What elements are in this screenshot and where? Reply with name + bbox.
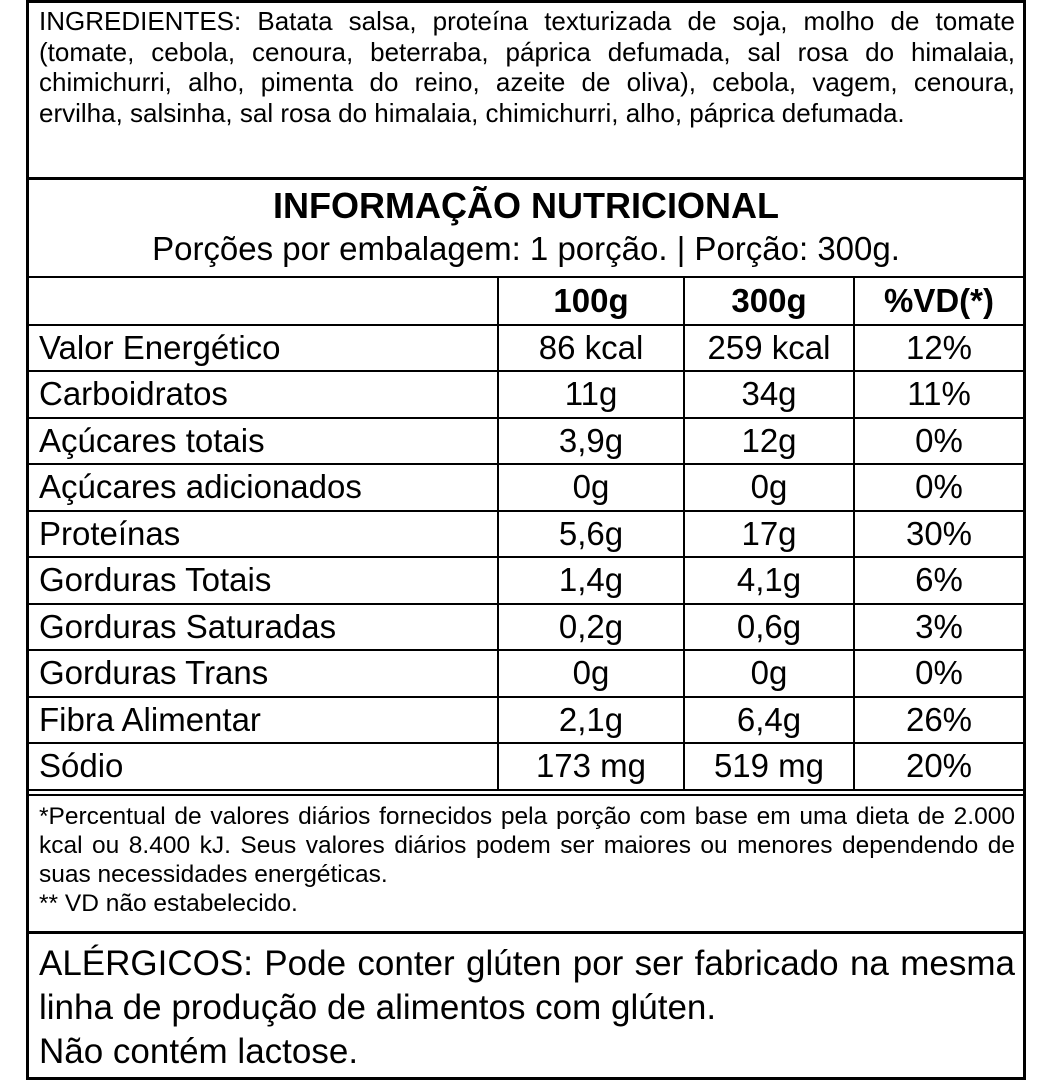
value-300g: 6,4g — [684, 697, 854, 744]
value-100g: 2,1g — [498, 697, 684, 744]
value-100g: 86 kcal — [498, 325, 684, 372]
value-300g: 0g — [684, 464, 854, 511]
nutrient-name: Fibra Alimentar — [29, 697, 498, 744]
table-row — [29, 743, 1023, 790]
allergens-gluten-warning: ALÉRGICOS: Pode conter glúten por ser fabricado na mesma linha de produção de alimentos com glúten. — [39, 944, 1015, 1027]
value-vd: 12% — [854, 325, 1023, 372]
value-vd: 0% — [854, 418, 1023, 465]
value-100g: 173 mg — [498, 743, 684, 790]
value-vd: 11% — [854, 371, 1023, 418]
value-300g: 0,6g — [684, 604, 854, 651]
value-300g: 34g — [684, 371, 854, 418]
footnote-vd-not-established: ** VD não estabelecido. — [39, 890, 298, 917]
value-300g: 4,1g — [684, 557, 854, 604]
allergens-lactose-info: Não contém lactose. — [39, 1032, 359, 1071]
table-header-row — [29, 278, 1023, 325]
nutrient-name: Gorduras Trans — [29, 650, 498, 697]
nutrient-name: Carboidratos — [29, 371, 498, 418]
nutrient-name: Gorduras Totais — [29, 557, 498, 604]
table-row — [29, 371, 1023, 418]
value-vd: 0% — [854, 650, 1023, 697]
value-100g: 0,2g — [498, 604, 684, 651]
value-vd: 30% — [854, 511, 1023, 558]
nutrient-name: Valor Energético — [29, 325, 498, 372]
footnote-section — [29, 794, 1023, 934]
value-100g: 0g — [498, 650, 684, 697]
nutrient-name: Açúcares totais — [29, 418, 498, 465]
column-header-100g: 100g — [498, 278, 684, 325]
value-vd: 20% — [854, 743, 1023, 790]
footnote-daily-values: *Percentual de valores diários fornecidos pela porção com base em uma dieta de 2.000 kcal ou 8.400 kJ. Seus valores diários podem ser maiores ou menores dependendo de suas necessidades energéticas. — [39, 803, 1015, 888]
ingredients-section — [29, 0, 1023, 180]
nutrition-label — [26, 0, 1026, 1080]
nutrition-header — [29, 180, 1023, 278]
portion-info: Porções por embalagem: 1 porção. | Porção: 300g. — [152, 230, 900, 267]
allergens-section — [29, 934, 1023, 1080]
value-300g: 0g — [684, 650, 854, 697]
nutrient-name: Proteínas — [29, 511, 498, 558]
table-row — [29, 418, 1023, 465]
value-vd: 0% — [854, 464, 1023, 511]
table-row — [29, 511, 1023, 558]
nutrition-title: INFORMAÇÃO NUTRICIONAL — [273, 185, 779, 226]
value-vd: 26% — [854, 697, 1023, 744]
value-100g: 5,6g — [498, 511, 684, 558]
value-vd: 3% — [854, 604, 1023, 651]
table-row — [29, 557, 1023, 604]
table-row — [29, 650, 1023, 697]
value-100g: 11g — [498, 371, 684, 418]
nutrient-name: Sódio — [29, 743, 498, 790]
ingredients-text: Batata salsa, proteína texturizada de soja, molho de tomate (tomate, cebola, cenoura, beterraba, páprica defumada, sal rosa do himalaia, chimichurri, alho, pimenta do reino, azeite de oliva), cebola, vagem, cenoura, ervilha, salsinha, sal rosa do himalaia, chimichurri, alho, páprica defumada. — [39, 6, 1015, 128]
value-300g: 12g — [684, 418, 854, 465]
value-300g: 17g — [684, 511, 854, 558]
nutrition-table — [29, 278, 1023, 791]
table-row — [29, 325, 1023, 372]
column-header-300g: 300g — [684, 278, 854, 325]
value-300g: 519 mg — [684, 743, 854, 790]
value-100g: 1,4g — [498, 557, 684, 604]
value-300g: 259 kcal — [684, 325, 854, 372]
nutrient-name: Gorduras Saturadas — [29, 604, 498, 651]
value-vd: 6% — [854, 557, 1023, 604]
table-row — [29, 604, 1023, 651]
table-row — [29, 697, 1023, 744]
column-header-vd: %VD(*) — [854, 278, 1023, 325]
ingredients-label: INGREDIENTES: — [39, 6, 242, 36]
table-row — [29, 464, 1023, 511]
nutrient-name: Açúcares adicionados — [29, 464, 498, 511]
value-100g: 0g — [498, 464, 684, 511]
column-header-nutrient — [29, 278, 498, 325]
value-100g: 3,9g — [498, 418, 684, 465]
